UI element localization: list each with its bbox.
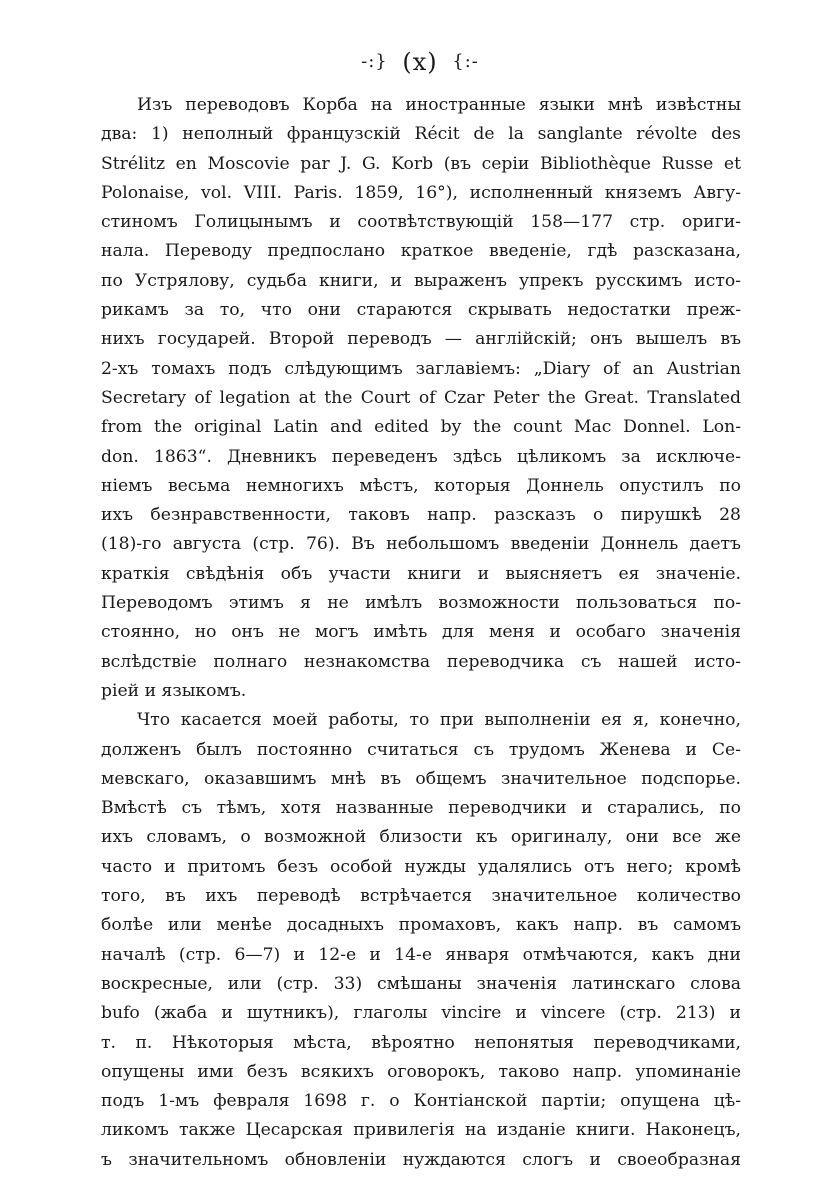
text-line: ихъ словамъ, о возможной близости къ оригиналу, они все же	[101, 827, 741, 848]
text-line: вслѣдствіе полнаго незнакомства переводчика съ нашей исто-	[101, 651, 741, 672]
text-line: ріей и языкомъ.	[101, 680, 247, 701]
text-line: ніемъ весьма немногихъ мѣстъ, которыя Доннель опустилъ по	[101, 475, 741, 496]
text-line: два: 1) неполный французскій Récit de la sanglante révolte des	[101, 124, 741, 145]
text-line: (18)-го августа (стр. 76). Въ небольшомъ введеніи Доннель даетъ	[101, 534, 741, 555]
text-line: того, въ ихъ переводѣ встрѣчается значительное количество	[101, 886, 741, 907]
text-line: воскресные, или (стр. 33) смѣшаны значенія латинскаго слова	[101, 973, 741, 994]
text-line: долженъ былъ постоянно считаться съ трудомъ Женева и Се-	[101, 739, 741, 760]
text-line: ликомъ также Цесарская привилегія на изданіе книги. Наконецъ,	[101, 1120, 741, 1141]
text-line: рикамъ за то, что они стараются скрывать недостатки преж-	[101, 300, 741, 321]
text-line: Переводомъ этимъ я не имѣлъ возможности пользоваться по-	[101, 593, 741, 614]
text-line: стиномъ Голицынымъ и соотвѣтствующій 158—177 стр. ориги-	[101, 212, 741, 233]
text-line: т. п. Нѣкоторыя мѣста, вѣроятно непонятыя переводчиками,	[101, 1032, 741, 1053]
text-line: don. 1863“. Дневникъ переведенъ здѣсь цѣликомъ за исключе-	[101, 446, 741, 467]
text-line: нала. Переводу предпослано краткое введеніе, гдѣ разсказана,	[101, 241, 741, 262]
page-header	[0, 46, 840, 76]
text-line: стоянно, но онъ не могъ имѣть для меня и особаго значенія	[101, 622, 741, 643]
text-line: from the original Latin and edited by the count Mac Donnel. Lon-	[101, 417, 741, 438]
left-ornament: -:}	[361, 50, 388, 72]
right-ornament: {:-	[452, 50, 479, 72]
text-line: ихъ безнравственности, таковъ напр. разсказъ о пирушкѣ 28	[101, 505, 741, 526]
text-line: болѣе или менѣе досадныхъ промаховъ, какъ напр. въ самомъ	[101, 915, 741, 936]
text-line: Вмѣстѣ съ тѣмъ, хотя названные переводчики и старались, по	[101, 798, 741, 819]
body-text	[101, 91, 741, 1175]
text-line: Что касается моей работы, то при выполненіи ея я, конечно,	[137, 710, 741, 731]
text-line: 2-хъ томахъ подъ слѣдующимъ заглавіемъ: „Diary of an Austrian	[101, 358, 741, 379]
text-line: bufo (жаба и шутникъ), глаголы vincire и vincere (стр. 213) и	[101, 1003, 741, 1024]
text-line: мевскаго, оказавшимъ мнѣ въ общемъ значительное подспорье.	[101, 768, 741, 789]
text-line: подъ 1-мъ февраля 1698 г. о Контіанской партіи; опущена цѣ-	[101, 1091, 741, 1112]
text-line: Secretary of legation at the Court of Czar Peter the Great. Translated	[101, 387, 741, 408]
text-line: по Устрялову, судьба книги, и выраженъ упрекъ русскимъ исто-	[101, 270, 741, 291]
text-line: часто и притомъ безъ особой нужды удалялись отъ него; кромѣ	[101, 856, 741, 877]
text-line: началѣ (стр. 6—7) и 12-е и 14-е января отмѣчаются, какъ дни	[101, 944, 741, 965]
text-line: Polonaise, vol. VIII. Paris. 1859, 16°), исполненный княземъ Авгу-	[101, 182, 741, 203]
text-line: краткія свѣдѣнія объ участи книги и выясняетъ ея значеніе.	[101, 563, 741, 584]
text-line: нихъ государей. Второй переводъ — англійскій; онъ вышелъ въ	[101, 329, 741, 350]
page-number: (x)	[402, 47, 438, 76]
text-line: Изъ переводовъ Корба на иностранные языки мнѣ извѣстны	[137, 95, 741, 115]
text-line: опущены ими безъ всякихъ оговорокъ, таково напр. упоминаніе	[101, 1061, 741, 1082]
text-line: ъ значительномъ обновленіи нуждаются слогъ и своеобразная	[101, 1149, 741, 1170]
text-line: Strélitz en Moscovie par J. G. Korb (въ серіи Bibliothèque Russe et	[101, 153, 741, 174]
